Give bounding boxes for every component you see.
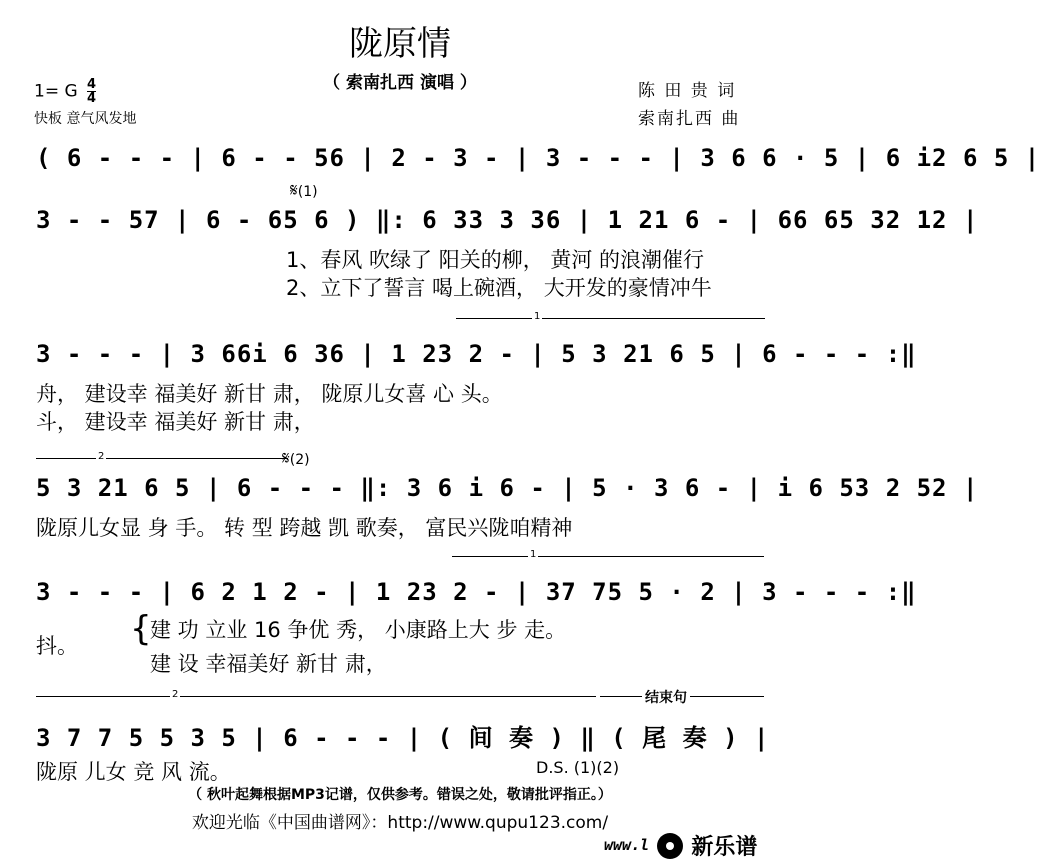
lyrics-row-5-verse-2: 建 设 幸福美好 新甘 肃， (150, 652, 387, 676)
volta-number: 2 (172, 689, 179, 700)
transcription-note: （ 秋叶起舞根据MP3记谱，仅供参考。错误之处，敬请批评指正。） (188, 787, 612, 803)
time-signature-top: 4 (87, 77, 97, 92)
ending-label: 结束句 (642, 687, 690, 707)
verse-brace: { (130, 609, 152, 649)
lyrics-row-5-verse-1: 建 功 立业 16 争优 秀， 小康路上大 步 走。 (150, 618, 567, 642)
notation-row-3: 3 - - - | 3 66i 6 36 | 1 23 2 - | 5 3 21 6 5 | 6 - - - :‖ (36, 340, 917, 368)
segno-sign (290, 180, 318, 201)
volta-number: 2 (98, 451, 105, 462)
logo-url: www.l (604, 836, 650, 854)
key-label: 1= G (34, 81, 78, 102)
lyrics-row-3-verse-2: 斗， 建设幸 福美好 新甘 肃， (36, 410, 315, 434)
volta-bracket-2 (36, 696, 596, 697)
segno-symbol: 𝄋 (282, 448, 290, 469)
lyricist-credit: 陈 田 贵 词 (638, 81, 737, 101)
notation-row-4: 5 3 21 6 5 | 6 - - - ‖: 3 6 i 6 - | 5 · 3 6 - | i 6 53 2 52 | (36, 474, 979, 502)
key-signature (34, 78, 96, 105)
lyrics-row-2-verse-2: 2、立下了誓言 喝上碗酒， 大开发的豪情冲牛 (286, 276, 712, 300)
notation-row-1: ( 6 - - - | 6 - - 56 | 2 - 3 - | 3 - - - | 3 6 6 · 5 | 6 i2 6 5 | (36, 144, 1040, 172)
notation-row-2: 3 - - 57 | 6 - 65 6 ) ‖: 6 33 3 36 | 1 21 6 - | 66 65 32 12 | (36, 206, 979, 234)
volta-number: 1 (530, 549, 537, 560)
volta-bracket-1 (456, 318, 765, 319)
website-credit: 欢迎光临《中国曲谱网》：http://www.qupu123.com/ (191, 813, 609, 833)
tempo-marking: 快板 意气风发地 (34, 111, 137, 127)
volta-bracket-2 (36, 458, 288, 459)
site-logo (604, 830, 757, 861)
segno-number: (1) (297, 184, 318, 200)
lyrics-row-5-start: 抖。 (36, 634, 78, 658)
dal-segno-marking: D.S. (1)(2) (536, 758, 620, 777)
segno-symbol: 𝄋 (290, 180, 298, 201)
notation-row-5: 3 - - - | 6 2 1 2 - | 1 23 2 - | 37 75 5 · 2 | 3 - - - :‖ (36, 578, 917, 606)
lyrics-row-2-verse-1: 1、春风 吹绿了 阳关的柳， 黄河 的浪潮催行 (286, 248, 705, 272)
singer-credit: （ 索南扎西 演唱 ） (323, 73, 477, 93)
segno-number: (2) (289, 452, 310, 468)
lyrics-row-4: 陇原儿女显 身 手。 转 型 跨越 凯 歌奏， 富民兴陇咱精神 (36, 516, 573, 540)
notation-row-6: 3 7 7 5 5 3 5 | 6 - - - | ( 间 奏 ) ‖ ( 尾 奏 ) | (36, 724, 770, 752)
time-signature (87, 78, 96, 105)
volta-number: 1 (534, 311, 541, 322)
lyrics-row-6: 陇原 儿女 竞 风 流。 (36, 760, 231, 784)
lyrics-row-3-verse-1: 舟， 建设幸 福美好 新甘 肃， 陇原儿女喜 心 头。 (36, 382, 503, 406)
segno-sign (282, 448, 310, 469)
volta-bracket-1 (452, 556, 764, 557)
composer-credit: 索南扎西 曲 (638, 109, 741, 129)
time-signature-bottom: 4 (87, 91, 97, 106)
record-disc-icon (657, 833, 683, 859)
logo-name: 新乐谱 (691, 835, 758, 860)
song-title: 陇原情 (349, 24, 451, 64)
